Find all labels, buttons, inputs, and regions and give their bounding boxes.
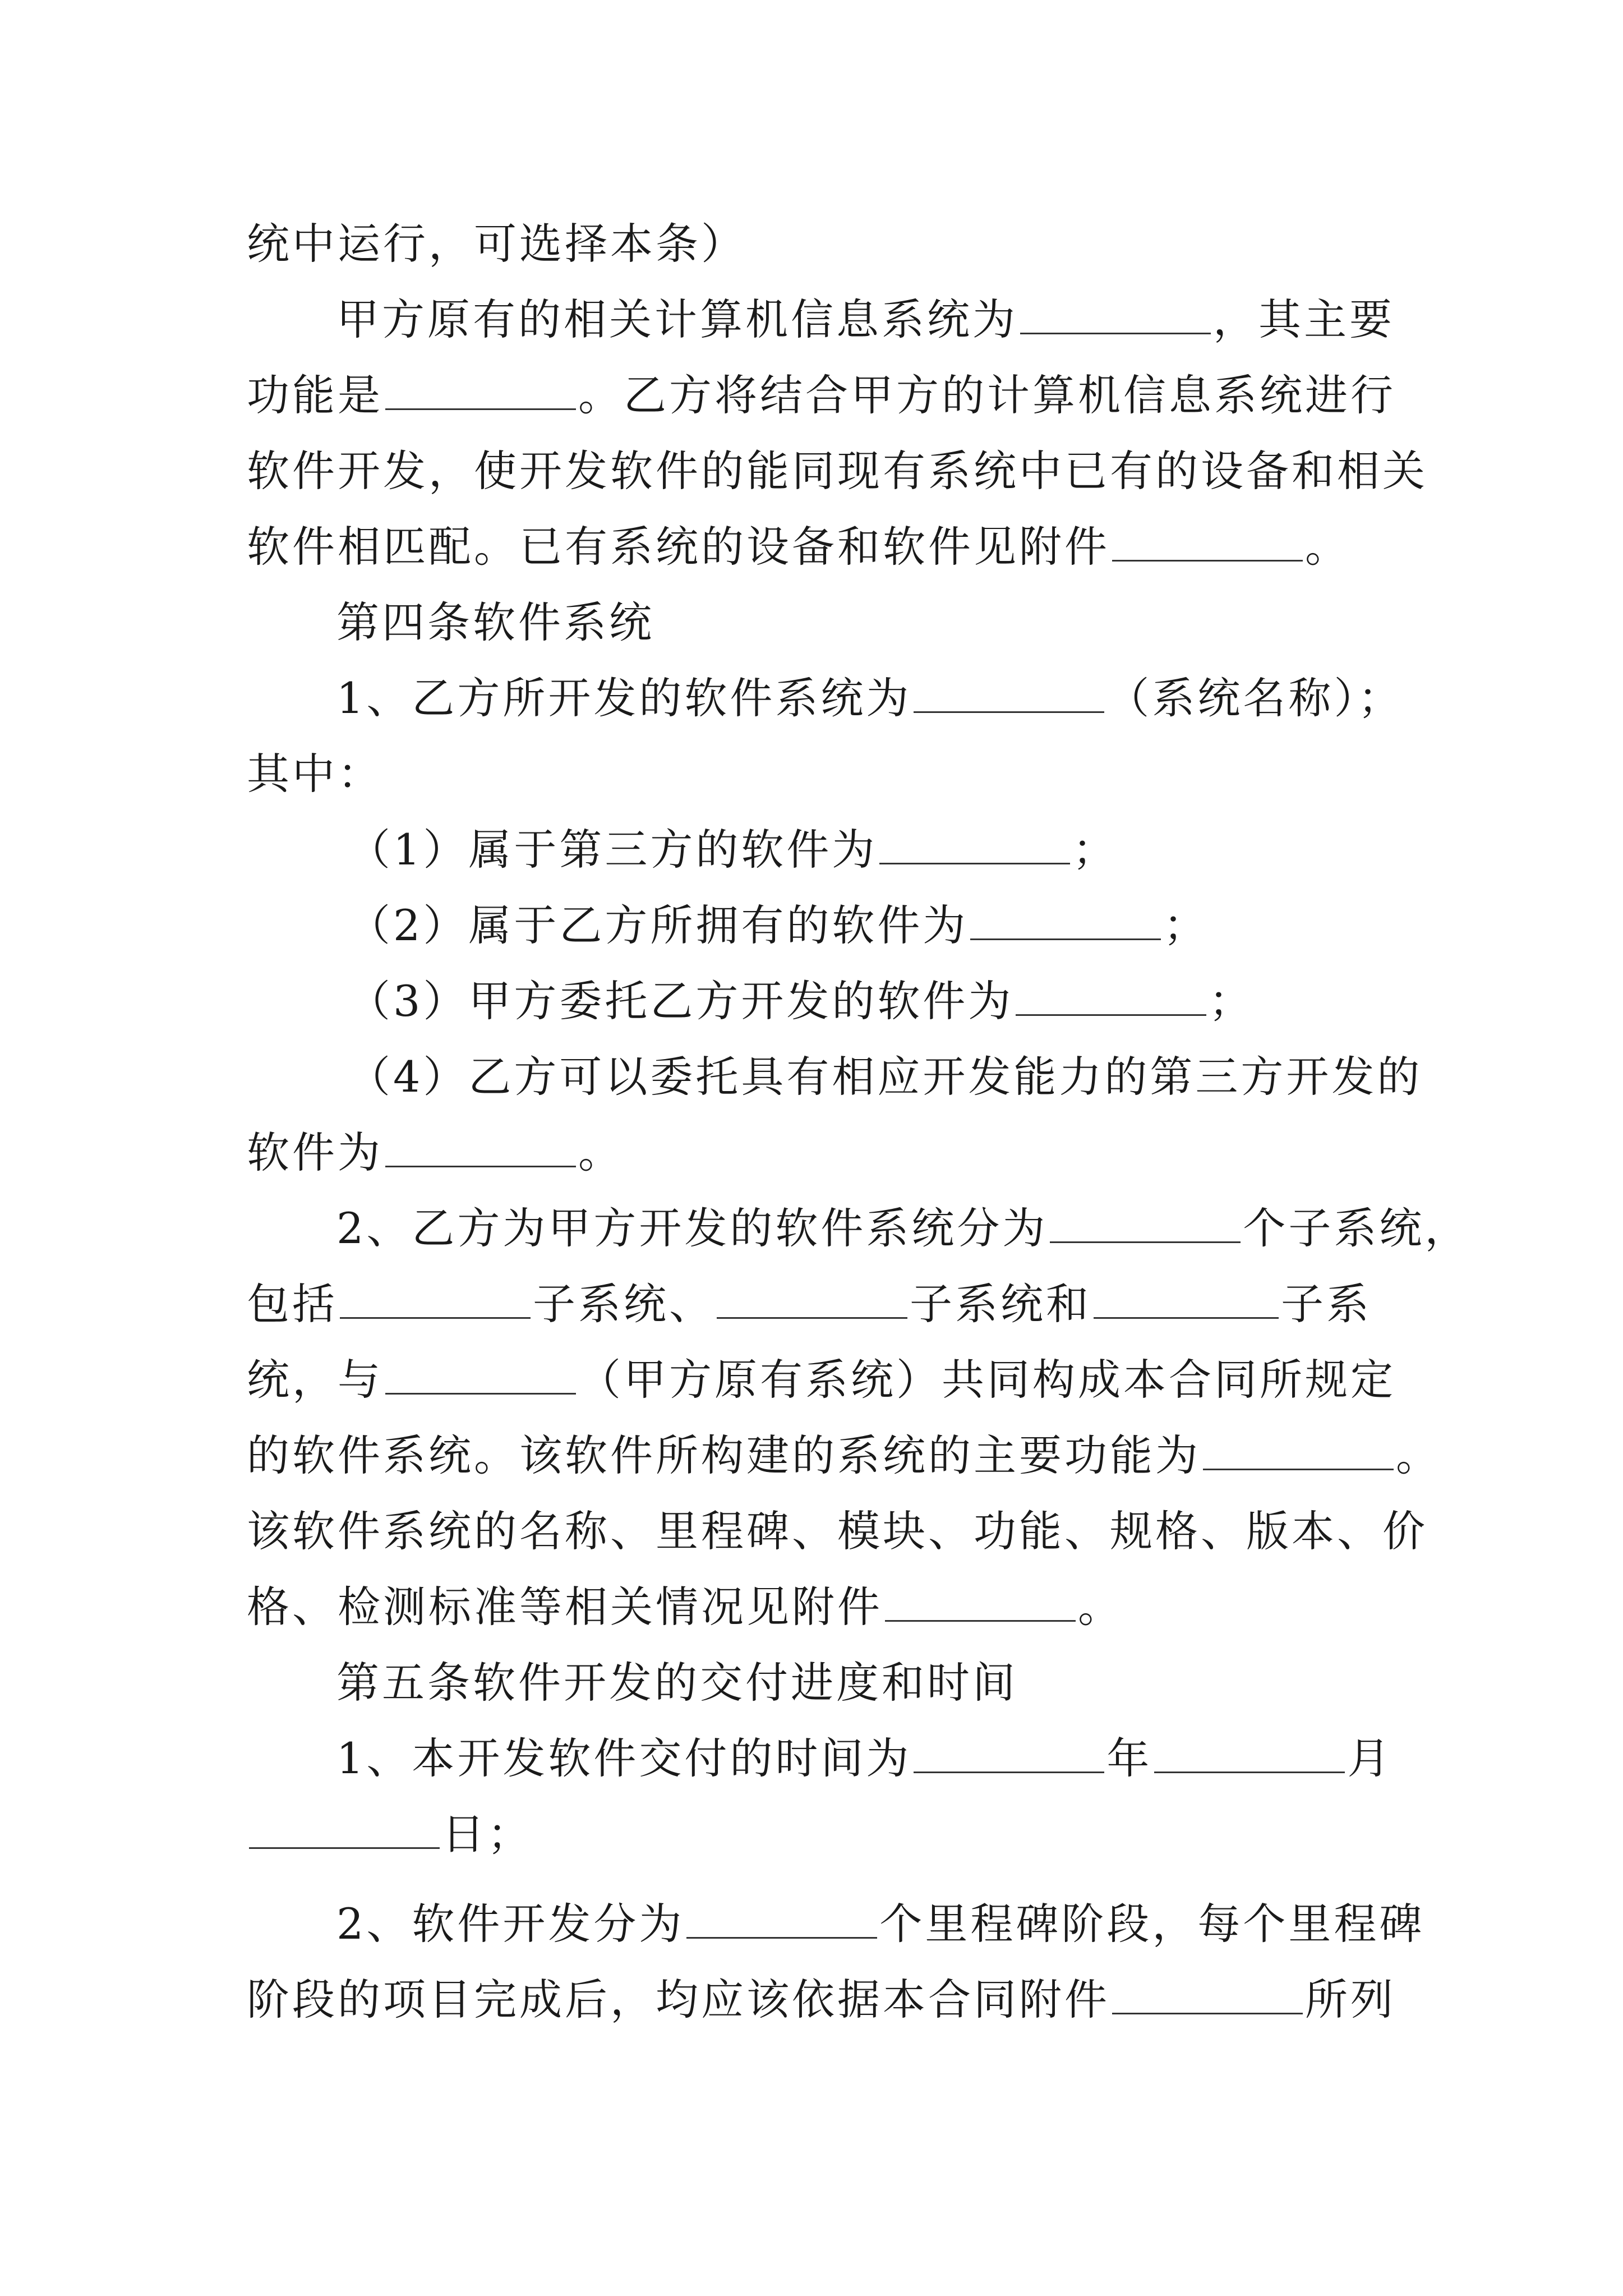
text-segment: 阶段的项目完成后，均应该依据本合同附件: [247, 1975, 1110, 2024]
text-line-7: [336, 670, 1404, 726]
fill-in-blank[interactable]: [914, 1732, 1104, 1773]
text-segment: 的软件系统。该软件所构建的系统的主要功能为: [247, 1430, 1201, 1480]
text-line-5: [247, 519, 1391, 575]
text-line-16: [247, 1352, 1396, 1408]
text-line-8: [247, 746, 1391, 802]
text-segment: 包括: [247, 1279, 338, 1329]
fill-in-blank[interactable]: [385, 1126, 576, 1167]
fill-in-blank[interactable]: [385, 1354, 576, 1395]
text-segment: 。乙方将结合甲方的计算机信息系统进行: [578, 370, 1396, 420]
fill-in-blank[interactable]: [1112, 1973, 1303, 2014]
fill-in-blank[interactable]: [1050, 1202, 1241, 1243]
text-segment: 软件开发，使开发软件的能同现有系统中已有的设备和相关: [247, 446, 1428, 496]
text-line-15: [247, 1276, 1391, 1332]
text-segment: 所列: [1305, 1975, 1396, 2024]
text-line-1: [247, 216, 1391, 272]
text-segment: 。: [1305, 522, 1350, 572]
fill-in-blank[interactable]: [340, 1278, 531, 1319]
text-segment: ；: [1072, 825, 1118, 875]
section-heading-article-4: [336, 595, 1391, 651]
text-segment: 统中运行，可选择本条）: [247, 219, 746, 269]
fill-in-blank[interactable]: [385, 369, 576, 410]
text-line-4: [247, 443, 1428, 499]
text-line-14: [336, 1200, 1470, 1257]
fill-in-blank[interactable]: [885, 1581, 1076, 1622]
text-segment: 子系统和: [910, 1279, 1091, 1329]
text-segment: 2、软件开发分为: [336, 1899, 685, 1949]
text-segment: 个里程碑阶段，每个里程碑: [879, 1899, 1425, 1949]
fill-in-blank[interactable]: [686, 1898, 877, 1939]
text-segment: （2）属于乙方所拥有的软件为: [348, 900, 969, 950]
text-segment: （1）属于第三方的软件为: [348, 825, 878, 875]
text-segment: 软件为: [247, 1128, 383, 1177]
text-segment: 1、本开发软件交付的时间为: [336, 1733, 912, 1783]
text-segment: 。: [1078, 1582, 1123, 1632]
list-item-1: [348, 822, 1391, 878]
text-segment: （系统名称）；: [1106, 673, 1404, 723]
text-segment: 第五条软件开发的交付进度和时间: [336, 1658, 1018, 1708]
text-segment: （4）乙方可以委托具有相应开发能力的第三方开发的: [348, 1052, 1423, 1102]
fill-in-blank[interactable]: [1016, 975, 1206, 1016]
list-item-4: [348, 1049, 1423, 1105]
text-segment: 该软件系统的名称、里程碑、模块、功能、规格、版本、价: [247, 1506, 1428, 1556]
fill-in-blank[interactable]: [1112, 521, 1303, 562]
text-segment: ，其主要: [1213, 295, 1395, 344]
list-item-2: [348, 898, 1391, 954]
text-segment: 1、乙方所开发的软件系统为: [336, 673, 912, 723]
fill-in-blank[interactable]: [970, 899, 1161, 940]
text-segment: 统，与: [247, 1355, 383, 1405]
fill-in-blank[interactable]: [1154, 1732, 1345, 1773]
text-segment: 年: [1106, 1733, 1152, 1783]
text-segment: 月: [1347, 1733, 1393, 1783]
text-line-13: [247, 1125, 1391, 1181]
text-segment: （3）甲方委托乙方开发的软件为: [348, 976, 1014, 1026]
fill-in-blank[interactable]: [717, 1278, 907, 1319]
text-line-17: [247, 1428, 1441, 1484]
text-segment: 日；: [442, 1809, 533, 1859]
text-segment: 甲方原有的相关计算机信息系统为: [336, 295, 1018, 344]
text-line-24: [247, 1972, 1396, 2028]
text-line-21: [336, 1731, 1391, 1787]
text-segment: 第四条软件系统: [336, 597, 654, 647]
fill-in-blank[interactable]: [1094, 1278, 1279, 1319]
fill-in-blank[interactable]: [249, 1808, 440, 1849]
text-line-18: [247, 1503, 1428, 1559]
text-segment: 子系统、: [533, 1279, 714, 1329]
text-line-2: [336, 292, 1395, 348]
fill-in-blank[interactable]: [914, 672, 1104, 713]
fill-in-blank[interactable]: [1020, 293, 1211, 334]
text-segment: 。: [1396, 1430, 1441, 1480]
text-line-23: [336, 1896, 1425, 1952]
fill-in-blank[interactable]: [1203, 1429, 1394, 1470]
text-segment: 功能是: [247, 370, 383, 420]
section-heading-article-5: [336, 1655, 1391, 1711]
text-segment: 2、乙方为甲方开发的软件系统分为: [336, 1203, 1048, 1253]
text-line-22: [247, 1806, 1391, 1862]
fill-in-blank[interactable]: [879, 823, 1070, 864]
text-line-19: [247, 1579, 1391, 1635]
text-segment: 其中：: [247, 749, 383, 799]
text-segment: 子系: [1281, 1279, 1372, 1329]
text-segment: ；: [1163, 900, 1209, 950]
list-item-3: [348, 973, 1391, 1029]
text-segment: 软件相匹配。已有系统的设备和软件见附件: [247, 522, 1110, 572]
text-segment: ；: [1209, 976, 1255, 1026]
text-line-3: [247, 367, 1396, 424]
text-segment: 。: [578, 1128, 624, 1177]
text-segment: 个子系统，: [1243, 1203, 1470, 1253]
text-segment: （甲方原有系统）共同构成本合同所规定: [578, 1355, 1396, 1405]
text-segment: 格、检测标准等相关情况见附件: [247, 1582, 883, 1632]
